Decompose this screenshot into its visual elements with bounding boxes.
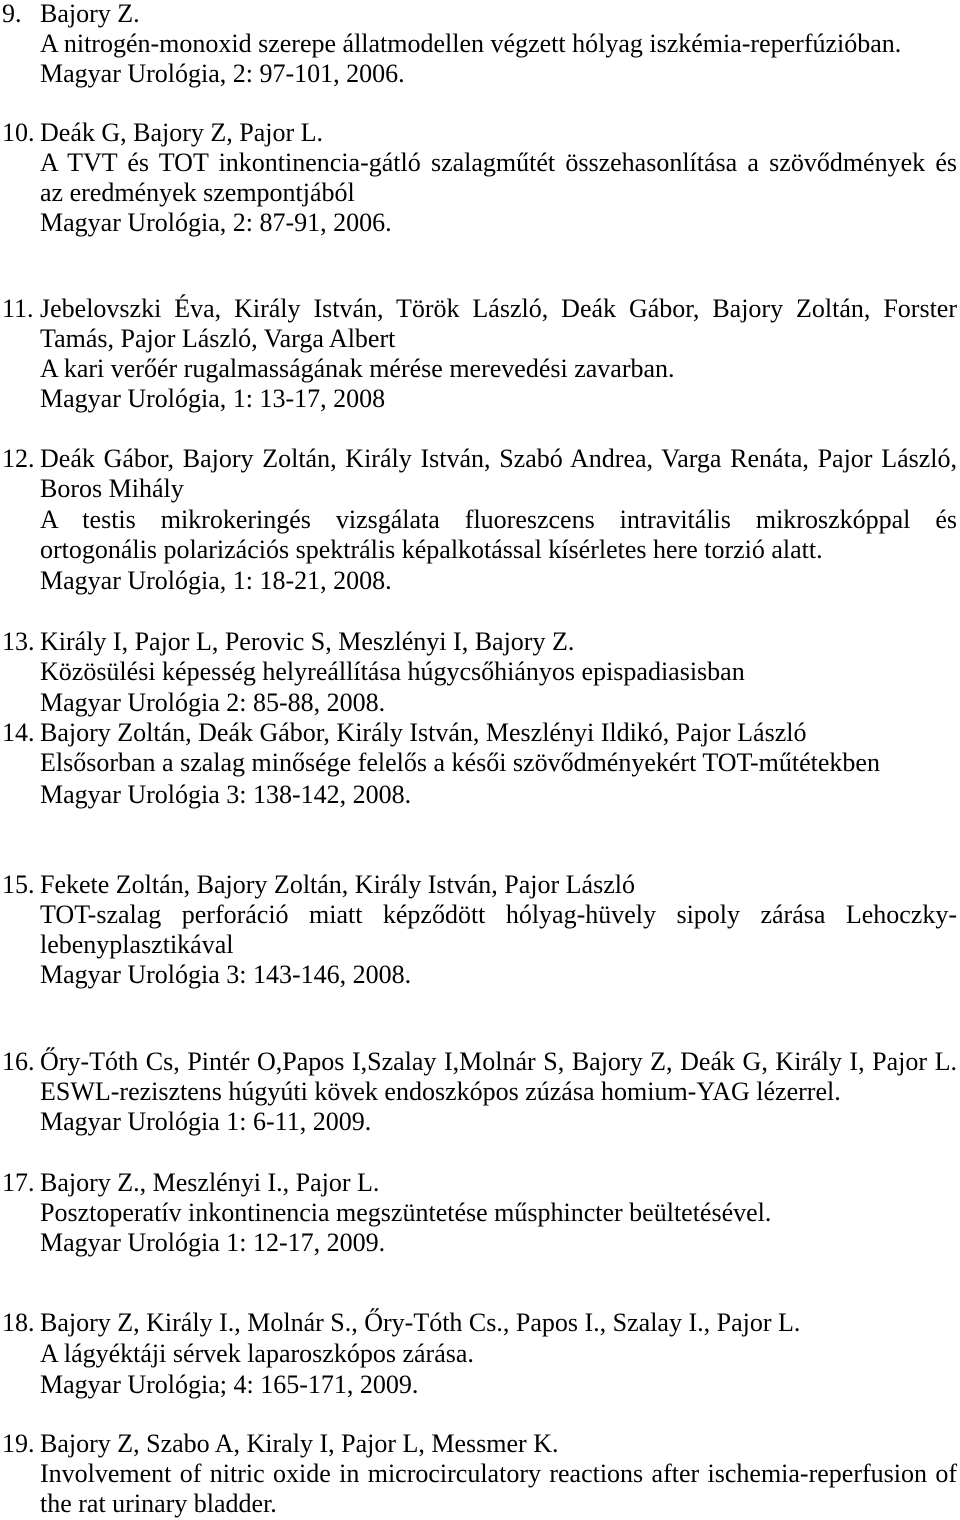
entry-number: 9. [2, 0, 22, 28]
entry-authors: Deák Gábor, Bajory Zoltán, Király István, Szabó Andrea, Varga Renáta, Pajor László, [40, 444, 957, 473]
entry-title: az eredmények szempontjából [40, 178, 355, 207]
entry-body [40, 1047, 957, 1137]
entry-citation: Magyar Urológia 3: 143-146, 2008. [40, 960, 412, 989]
entry-title: lebenyplasztikával [40, 930, 234, 959]
entry-authors: Jebelovszki Éva, Király István, Török László, Deák Gábor, Bajory Zoltán, Forster [40, 294, 957, 323]
entry-title: Posztoperatív inkontinencia megszüntetése műsphincter beültetésével. [40, 1198, 772, 1227]
entry-citation: Magyar Urológia 1: 6-11, 2009. [40, 1107, 372, 1136]
entry-citation: Magyar Urológia 2: 85-88, 2008. [40, 688, 386, 717]
entry-body [40, 870, 957, 990]
entry-title: the rat urinary bladder. [40, 1489, 277, 1518]
entry-body [40, 294, 957, 414]
entry-number: 13. [2, 627, 35, 656]
entry-number: 16. [2, 1047, 35, 1076]
entry-citation: Magyar Urológia 1: 12-17, 2009. [40, 1228, 386, 1257]
entry-authors: Deák G, Bajory Z, Pajor L. [40, 118, 324, 147]
entry-citation: Magyar Urológia; 4: 165-171, 2009. [40, 1370, 419, 1399]
entry-number: 10. [2, 118, 35, 147]
entry-body [40, 1308, 957, 1400]
entry-authors: Tamás, Pajor László, Varga Albert [40, 324, 396, 353]
entry-title: A nitrogén-monoxid szerepe állatmodellen végzett hólyag iszkémia-reperfúzióban. [40, 29, 902, 58]
entry-citation: Magyar Urológia, 2: 97-101, 2006. [40, 59, 405, 88]
entry-number: 17. [2, 1168, 35, 1197]
entry-authors: Bajory Z., Meszlényi I., Pajor L. [40, 1168, 380, 1197]
entry-authors: Bajory Z, Szabo A, Kiraly I, Pajor L, Messmer K. [40, 1429, 559, 1458]
entry-title: Elsősorban a szalag minősége felelős a késői szövődményekért TOT-műtétekben [40, 748, 880, 777]
entry-title: Közösülési képesség helyreállítása húgycsőhiányos epispadiasisban [40, 657, 745, 686]
entry-title: A TVT és TOT inkontinencia-gátló szalagműtét összehasonlítása a szövődmények és [40, 148, 957, 177]
entry-citation: Magyar Urológia 3: 138-142, 2008. [40, 780, 412, 809]
entry-number: 19. [2, 1429, 35, 1458]
entry-title: ESWL-rezisztens húgyúti kövek endoszkópos zúzása homium-YAG lézerrel. [40, 1077, 841, 1106]
entry-body [40, 118, 957, 238]
entry-body [40, 444, 957, 596]
entry-authors: Bajory Zoltán, Deák Gábor, Király István, Meszlényi Ildikó, Pajor László [40, 718, 807, 747]
entry-title: A lágyéktáji sérvek laparoszkópos zárása. [40, 1339, 474, 1368]
entry-authors: Fekete Zoltán, Bajory Zoltán, Király István, Pajor László [40, 870, 635, 899]
entry-authors: Király I, Pajor L, Perovic S, Meszlényi I, Bajory Z. [40, 627, 575, 656]
entry-number: 15. [2, 870, 35, 899]
entry-authors: Bajory Z. [40, 0, 140, 28]
entry-citation: Magyar Urológia, 1: 18-21, 2008. [40, 566, 392, 595]
entry-title: ortogonális polarizációs spektrális képalkotással kísérletes here torzió alatt. [40, 535, 823, 564]
entry-citation: Magyar Urológia, 1: 13-17, 2008 [40, 384, 386, 413]
entry-authors: Boros Mihály [40, 474, 184, 503]
entry-authors: Bajory Z, Király I., Molnár S., Őry-Tóth Cs., Papos I., Szalay I., Pajor L. [40, 1308, 801, 1337]
entry-body [40, 627, 957, 718]
entry-body [40, 1429, 957, 1519]
entry-authors: Őry-Tóth Cs, Pintér O,Papos I,Szalay I,Molnár S, Bajory Z, Deák G, Király I, Pajor L. [40, 1047, 957, 1076]
entry-title: TOT-szalag perforáció miatt képződött hólyag-hüvely sipoly zárása Lehoczky- [40, 900, 957, 929]
entry-body [40, 1168, 957, 1258]
entry-number: 18. [2, 1308, 35, 1337]
entry-number: 12. [2, 444, 35, 473]
entry-title: A kari verőér rugalmasságának mérése merevedési zavarban. [40, 354, 675, 383]
entry-title: A testis mikrokeringés vizsgálata fluoreszcens intravitális mikroszkóppal és [40, 505, 957, 534]
entry-citation: Magyar Urológia, 2: 87-91, 2006. [40, 208, 392, 237]
entry-body [40, 718, 957, 810]
entry-number: 14. [2, 718, 35, 747]
entry-title: Involvement of nitric oxide in microcirculatory reactions after ischemia-reperfusion of [40, 1459, 957, 1488]
entry-body [40, 0, 957, 89]
entry-number: 11. [2, 294, 34, 323]
